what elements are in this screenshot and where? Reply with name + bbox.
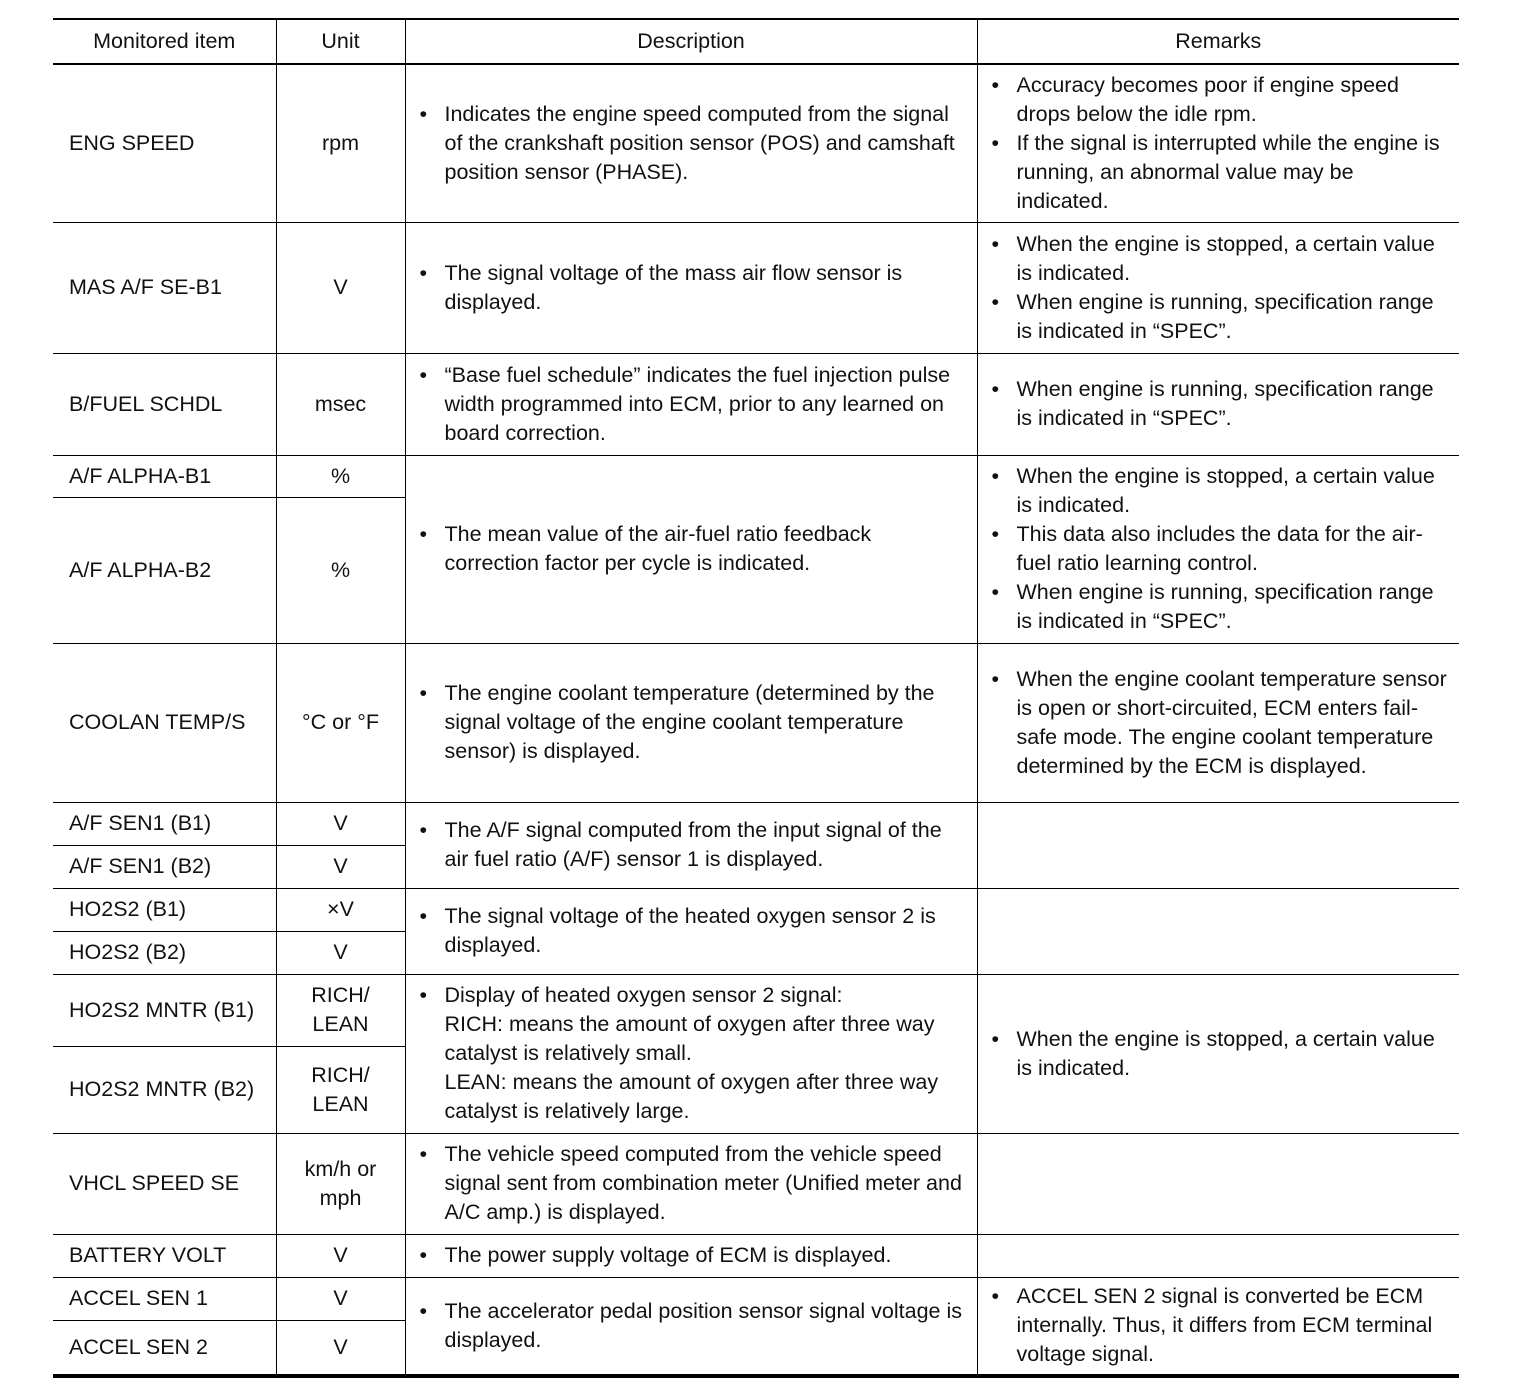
unit-cell: km/h or mph [276,1133,405,1234]
item-cell: A/F ALPHA-B2 [53,497,276,643]
description-line: RICH: means the amount of oxygen after three way catalyst is relatively small. [444,1012,935,1065]
remarks-cell [977,643,1459,802]
description-bullet: • The A/F signal computed from the input signal of the air fuel ratio (A/F) sensor 1 is displayed. [420,816,967,874]
table-row [53,455,1459,497]
table-row [53,1277,1459,1320]
unit-cell: V [276,845,405,888]
remarks-cell [977,353,1459,455]
remark-bullet: • When engine is running, specification range is indicated in “SPEC”. [992,375,1452,433]
remarks-cell [977,64,1459,222]
description-line: LEAN: means the amount of oxygen after three way catalyst is relatively large. [444,1070,939,1123]
description-bullet: • The mean value of the air-fuel ratio feedback correction factor per cycle is indicated. [420,520,967,578]
unit-cell: V [276,802,405,845]
unit-cell: V [276,1320,405,1376]
remark-bullet: • When the engine is stopped, a certain value is indicated. [992,230,1452,288]
item-cell: ACCEL SEN 2 [53,1320,276,1376]
remark-bullet: • If the signal is interrupted while the engine is running, an abnormal value may be indicated. [992,129,1452,216]
table-row [53,353,1459,455]
description-bullet [420,981,967,1126]
item-cell: VHCL SPEED SE [53,1133,276,1234]
unit-cell: V [276,931,405,974]
remark-bullet: • When the engine is stopped, a certain value is indicated. [992,462,1452,520]
description-bullet: • The power supply voltage of ECM is displayed. [420,1241,967,1270]
remarks-cell [977,802,1459,888]
unit-line: RICH/ [311,1062,370,1087]
unit-cell [276,974,405,1046]
item-cell: MAS A/F SE-B1 [53,222,276,353]
item-cell: HO2S2 MNTR (B1) [53,974,276,1046]
remark-bullet: • When engine is running, specification range is indicated in “SPEC”. [992,578,1452,636]
header-unit: Unit [276,19,405,64]
remark-bullet: • When engine is running, specification range is indicated in “SPEC”. [992,288,1452,346]
table-row [53,888,1459,931]
description-cell [405,802,977,888]
item-cell: HO2S2 (B1) [53,888,276,931]
unit-cell: % [276,497,405,643]
description-cell [405,888,977,974]
item-cell: COOLAN TEMP/S [53,643,276,802]
unit-cell: °C or °F [276,643,405,802]
unit-cell: msec [276,353,405,455]
header-remarks: Remarks [977,19,1459,64]
table-row [53,64,1459,222]
item-cell: HO2S2 MNTR (B2) [53,1046,276,1133]
item-cell: A/F ALPHA-B1 [53,455,276,497]
unit-cell: V [276,222,405,353]
remark-bullet: • ACCEL SEN 2 signal is converted be ECM internally. Thus, it differs from ECM terminal voltage signal. [992,1282,1452,1369]
table-row [53,1133,1459,1234]
header-monitored-item: Monitored item [53,19,276,64]
unit-cell: V [276,1277,405,1320]
item-cell: A/F SEN1 (B2) [53,845,276,888]
remarks-cell [977,888,1459,974]
remark-bullet: • When the engine coolant temperature sensor is open or short-circuited, ECM enters fail-safe mode. The engine coolant temperature determined by the ECM is displayed. [992,665,1452,781]
item-cell: HO2S2 (B2) [53,931,276,974]
description-cell [405,974,977,1133]
description-cell [405,353,977,455]
description-bullet: • The signal voltage of the mass air flow sensor is displayed. [420,259,967,317]
description-bullet: • The vehicle speed computed from the vehicle speed signal sent from combination meter (Unified meter and A/C amp.) is displayed. [420,1140,967,1227]
remarks-cell [977,1234,1459,1277]
remarks-cell [977,455,1459,643]
remarks-cell [977,1133,1459,1234]
item-cell: B/FUEL SCHDL [53,353,276,455]
table-row [53,643,1459,802]
header-description: Description [405,19,977,64]
item-cell: ACCEL SEN 1 [53,1277,276,1320]
unit-cell: ×V [276,888,405,931]
description-cell [405,64,977,222]
description-bullet: • The signal voltage of the heated oxygen sensor 2 is displayed. [420,902,967,960]
table-row [53,802,1459,845]
description-bullet: • “Base fuel schedule” indicates the fuel injection pulse width programmed into ECM, prior to any learned on board correction. [420,361,967,448]
description-cell [405,222,977,353]
remarks-cell [977,222,1459,353]
remarks-cell [977,1277,1459,1376]
unit-cell: % [276,455,405,497]
description-cell [405,1133,977,1234]
item-cell: ENG SPEED [53,64,276,222]
header-row [53,19,1459,64]
description-cell [405,455,977,643]
item-cell: BATTERY VOLT [53,1234,276,1277]
description-cell [405,1277,977,1376]
description-cell [405,643,977,802]
unit-cell [276,1046,405,1133]
table-row [53,222,1459,353]
monitored-items-table [53,18,1459,1378]
unit-line: RICH/ [311,983,370,1007]
unit-line: LEAN [312,1091,369,1116]
unit-line: LEAN [312,1012,369,1036]
remark-bullet: • This data also includes the data for the air-fuel ratio learning control. [992,520,1452,578]
unit-cell: V [276,1234,405,1277]
item-cell: A/F SEN1 (B1) [53,802,276,845]
remark-bullet: • When the engine is stopped, a certain value is indicated. [992,1025,1452,1083]
description-line: • Display of heated oxygen sensor 2 signal: [444,983,843,1007]
description-bullet: • Indicates the engine speed computed from the signal of the crankshaft position sensor (POS) and camshaft position sensor (PHASE). [420,100,967,187]
remark-bullet: • Accuracy becomes poor if engine speed drops below the idle rpm. [992,71,1452,129]
description-bullet: • The accelerator pedal position sensor signal voltage is displayed. [420,1297,967,1355]
description-cell [405,1234,977,1277]
table-row [53,1234,1459,1277]
remarks-cell [977,974,1459,1133]
table-row [53,974,1459,1046]
unit-cell: rpm [276,64,405,222]
description-bullet: • The engine coolant temperature (determined by the signal voltage of the engine coolant temperature sensor) is displayed. [420,679,967,766]
